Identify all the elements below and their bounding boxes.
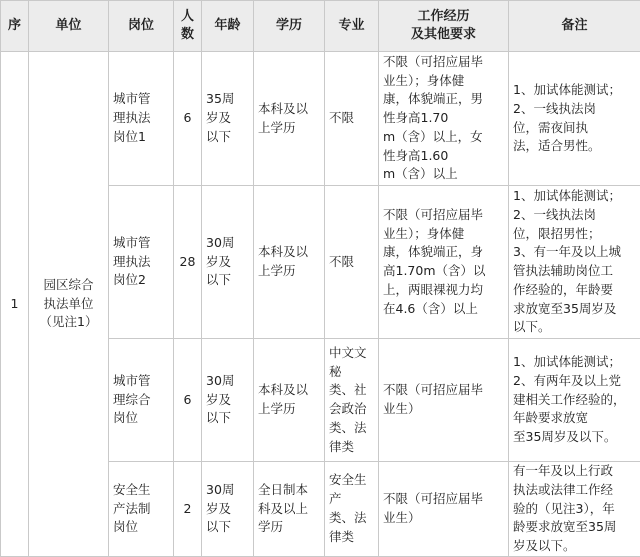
count-cell: 2 bbox=[174, 462, 202, 557]
major-cell: 不限 bbox=[325, 52, 379, 186]
notes-cell: 1、加试体能测试； 2、一线执法岗 位，限招男性； 3、有一年及以上城 管执法辅助岗位工 作经验的，年龄要 求放宽至35周岁及 以下。 bbox=[509, 186, 640, 339]
age-cell: 30周 岁及 以下 bbox=[202, 339, 254, 462]
education-cell: 本科及以 上学历 bbox=[254, 339, 325, 462]
age-cell: 35周 岁及 以下 bbox=[202, 52, 254, 186]
header-major: 专业 bbox=[325, 1, 379, 52]
header-age: 年龄 bbox=[202, 1, 254, 52]
position-cell: 城市管 理执法 岗位2 bbox=[109, 186, 174, 339]
header-seq: 序 bbox=[1, 1, 29, 52]
header-count: 人 数 bbox=[174, 1, 202, 52]
position-cell: 城市管 理综合 岗位 bbox=[109, 339, 174, 462]
experience-cell: 不限（可招应届毕 业生） bbox=[379, 339, 509, 462]
position-cell: 城市管 理执法 岗位1 bbox=[109, 52, 174, 186]
education-cell: 本科及以 上学历 bbox=[254, 52, 325, 186]
experience-cell: 不限（可招应届毕 业生）；身体健 康，体貌端正，男 性身高1.70 m（含）以上，女 性身高1.60 m（含）以上 bbox=[379, 52, 509, 186]
major-cell: 安全生 产 类、法 律类 bbox=[325, 462, 379, 557]
age-cell: 30周 岁及 以下 bbox=[202, 186, 254, 339]
header-notes: 备注 bbox=[509, 1, 640, 52]
count-cell: 6 bbox=[174, 339, 202, 462]
header-experience: 工作经历 及其他要求 bbox=[379, 1, 509, 52]
age-cell: 30周 岁及 以下 bbox=[202, 462, 254, 557]
header-position: 岗位 bbox=[109, 1, 174, 52]
education-cell: 全日制本 科及以上 学历 bbox=[254, 462, 325, 557]
count-cell: 28 bbox=[174, 186, 202, 339]
position-cell: 安全生 产法制 岗位 bbox=[109, 462, 174, 557]
notes-cell: 1、加试体能测试； 2、一线执法岗 位，需夜间执 法，适合男性。 bbox=[509, 52, 640, 186]
unit-cell: 园区综合 执法单位 （见注1） bbox=[29, 52, 109, 557]
header-education: 学历 bbox=[254, 1, 325, 52]
experience-cell: 不限（可招应届毕 业生） bbox=[379, 462, 509, 557]
count-cell: 6 bbox=[174, 52, 202, 186]
table-row bbox=[1, 52, 640, 186]
major-cell: 中文文 秘 类、社 会政治 类、法 律类 bbox=[325, 339, 379, 462]
notes-cell: 有一年及以上行政 执法或法律工作经 验的（见注3），年 龄要求放宽至35周 岁及以下。 bbox=[509, 462, 640, 557]
header-unit: 单位 bbox=[29, 1, 109, 52]
education-cell: 本科及以 上学历 bbox=[254, 186, 325, 339]
major-cell: 不限 bbox=[325, 186, 379, 339]
header-row bbox=[1, 1, 640, 52]
seq-cell: 1 bbox=[1, 52, 29, 557]
notes-cell: 1、加试体能测试； 2、有两年及以上党 建相关工作经验的， 年龄要求放宽 至35周岁及以下。 bbox=[509, 339, 640, 462]
experience-cell: 不限（可招应届毕 业生）；身体健 康，体貌端正，身 高1.70m（含）以 上，两眼裸视力均 在4.6（含）以上 bbox=[379, 186, 509, 339]
